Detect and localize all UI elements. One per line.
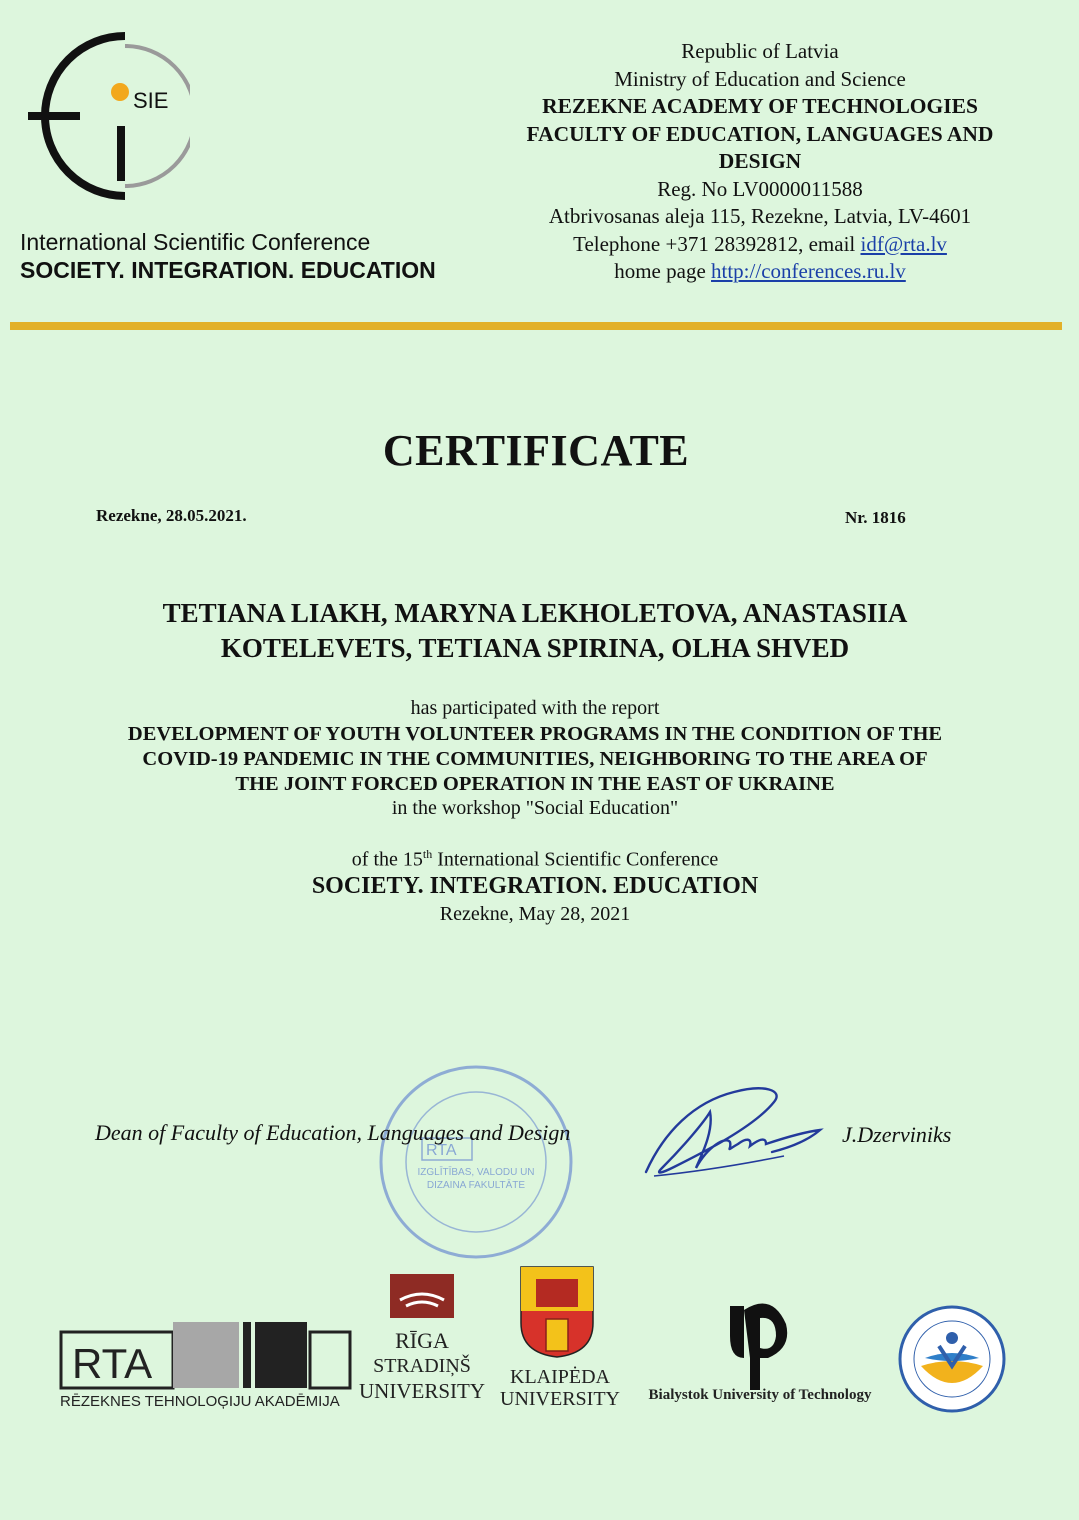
conference-name [20,228,436,284]
report-title-line3: THE JOINT FORCED OPERATION IN THE EAST OF UKRAINE [235,773,835,795]
issuer-faculty-line1: FACULTY OF EDUCATION, LANGUAGES AND [526,121,994,146]
issuer-address: Atbrivosanas aleja 115, Rezekne, Latvia, LV-4601 [548,204,972,228]
handwritten-signature [634,1072,834,1192]
klaipeda-line1: KLAIPĖDA [510,1366,610,1388]
rta-full-name: RĒZEKNES TEHNOLOĢIJU AKADĒMIJA [60,1393,340,1410]
authors-line2: KOTELEVETS, TETIANA SPIRINA, OLHA SHVED [220,633,850,663]
klaipeda-line2: UNIVERSITY [500,1388,620,1410]
issuer-faculty-line2: DESIGN [718,149,802,173]
workshop-line: in the workshop "Social Education" [391,797,679,819]
email-link[interactable]: idf@rta.lv [860,231,947,256]
homepage-link[interactable]: http://conferences.ru.lv [711,259,906,283]
issuer-homepage [480,258,1040,286]
stamp-inner-line1: IZGLĪTĪBAS, VALODU UN [417,1167,535,1178]
report-title-line1: DEVELOPMENT OF YOUTH VOLUNTEER PROGRAMS IN THE CONDITION OF THE [127,723,943,745]
authors-line1: TETIANA LIAKH, MARYNA LEKHOLETOVA, ANASTASIIA [162,598,908,628]
issuer-contact [480,231,1040,259]
report-title [60,722,1010,797]
sie-logo-text: SIE [133,88,169,113]
issuer-phone: Telephone +371 28392812, email [573,231,861,256]
stamp-inner-line2: DIZAINA FAKULTĀTE [426,1180,526,1191]
sie-conference-logo [20,26,190,211]
issuer-academy: REZEKNE ACADEMY OF TECHNOLOGIES [542,94,978,118]
participation-intro: has participated with the report [410,697,660,719]
issuer-block [480,38,1040,286]
conference-edition-line [60,847,1010,872]
issuer-country: Republic of Latvia [681,39,839,63]
rta-logo [58,1320,358,1412]
certificate-title: CERTIFICATE [382,426,690,475]
bialystok-name: Bialystok University of Technology [648,1387,872,1403]
conference-name-line1: International Scientific Conference [20,229,371,255]
rsu-line2: STRADIŅŠ [373,1355,471,1377]
stamp-center-text: RTA [426,1142,457,1159]
header-divider [10,322,1062,330]
institute-of-pedagogy-logo [897,1304,1007,1414]
rsu-line1: RĪGA [395,1328,449,1353]
rta-mark: RTA [72,1340,153,1387]
riga-stradins-university-logo [358,1270,488,1410]
dean-title: Dean of Faculty of Education, Languages and Design [95,1120,571,1145]
rsu-line3: UNIVERSITY [359,1379,485,1403]
conference-name-line2: SOCIETY. INTEGRATION. EDUCATION [20,257,436,283]
klaipeda-university-logo [496,1265,624,1413]
homepage-label: home page [614,259,712,283]
certificate-header [0,0,1079,330]
issuer-ministry: Ministry of Education and Science [614,66,906,91]
dean-name: J.Dzerviniks [842,1122,952,1147]
bialystok-university-logo [626,1296,894,1408]
issuer-reg-no: Reg. No LV0000011588 [657,176,863,201]
conference-edition-prefix: of the 15 [351,848,423,871]
authors-block [60,596,1010,666]
certificate-number: Nr. 1816 [845,508,906,527]
report-title-line2: COVID-19 PANDEMIC IN THE COMMUNITIES, NEIGHBORING TO THE AREA OF [142,748,928,770]
conference-edition-ordinal: th [422,847,433,861]
certificate-place-date: Rezekne, 28.05.2021. [96,506,247,525]
faculty-stamp [376,1062,576,1262]
conference-edition-suffix: International Scientific Conference [432,848,719,871]
conference-title: SOCIETY. INTEGRATION. EDUCATION [311,873,759,899]
conference-place-date: Rezekne, May 28, 2021 [439,903,631,925]
